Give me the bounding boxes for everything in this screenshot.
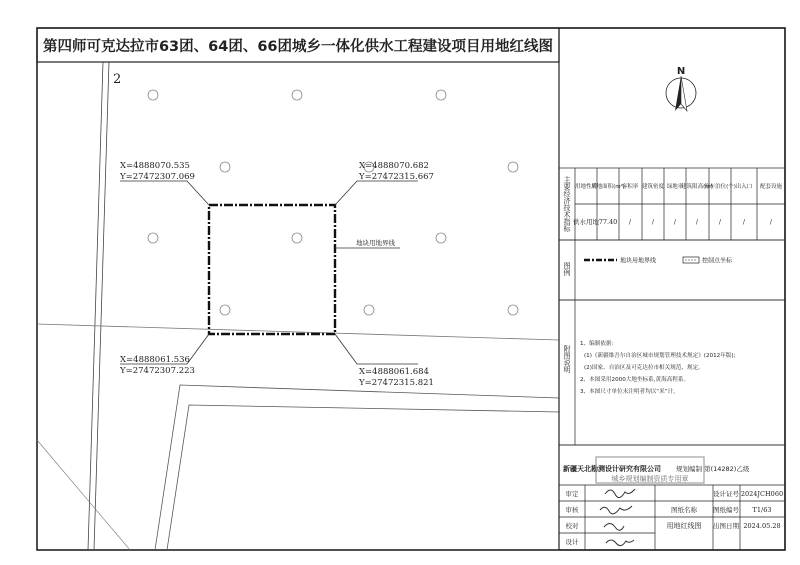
- coord-top-left-x: X=4888070.535: [120, 161, 190, 171]
- cell-entrance: /: [742, 218, 746, 226]
- label-drawing-no: 图纸编号: [713, 506, 739, 514]
- indicators-row: [573, 217, 773, 226]
- coord-bottom-right-x: X=4888061.684: [359, 367, 429, 377]
- coord-bottom-left-x: X=4888061.536: [120, 355, 190, 365]
- indicators-section-label: 主要经济技术指标: [563, 176, 571, 232]
- company-name: 新疆天北勘测设计研究有限公司: [563, 465, 661, 473]
- role-check: 校对: [565, 522, 579, 530]
- label-issue-date: 出图日期: [713, 522, 739, 530]
- cell-parking: /: [718, 218, 722, 226]
- role-review: 审核: [565, 506, 579, 514]
- legend-boundary-label: 地块用地界线: [620, 257, 657, 265]
- coord-top-left-y: Y=27472307.069: [120, 172, 195, 182]
- outer-frame: [37, 28, 785, 550]
- note-line: (1)《新疆维吾尔自治区城市规划管理技术规定》(2012年版);: [584, 353, 736, 359]
- stamp-text: 城乡规划编制资质专用章: [611, 475, 689, 483]
- notes-section-label: 附图说明: [563, 345, 571, 373]
- header-density: 建筑密度: [641, 184, 665, 190]
- cell-area: 77.40: [598, 218, 618, 226]
- header-far: 容积率: [621, 184, 639, 190]
- north-label: N: [676, 66, 686, 77]
- legend-section-label: 图例: [563, 262, 571, 276]
- label-design-cert: 设计证号: [713, 490, 739, 498]
- label-drawing-name: 图纸名称: [671, 506, 697, 514]
- drawing-title: 第四师可克达拉市63团、64团、66团城乡一体化供水工程建设项目用地红线图: [42, 39, 554, 55]
- header-parking: 停车泊位(个): [704, 184, 736, 190]
- qualification: 规划编制 第(14282)乙级: [676, 465, 750, 473]
- cell-facility: /: [769, 218, 773, 226]
- drawing-name: 用地红线图: [666, 522, 702, 530]
- corner-mark: 2: [113, 72, 122, 87]
- header-facility: 配套设施: [759, 184, 783, 190]
- note-line: (2)国家、自治区及可克达拉市相关规范、规定。: [584, 365, 704, 371]
- indicators-headers: [575, 182, 783, 190]
- header-entrance: 出入口: [735, 184, 753, 190]
- cell-green: /: [673, 218, 677, 226]
- coord-bottom-right-y: Y=27472315.821: [359, 378, 434, 388]
- cell-far: /: [628, 218, 632, 226]
- cell-density: /: [651, 218, 655, 226]
- coord-top-right-y: Y=27472315.667: [359, 172, 434, 182]
- header-area: 用地面积(m²): [591, 184, 625, 190]
- boundary-label: 地块用地界线: [356, 239, 395, 247]
- legend-control-point-label: 控制点坐标: [702, 257, 733, 265]
- header-height: 建筑限高(m): [681, 184, 713, 190]
- note-line: 3、本图尺寸单位未注明者均以“米”计。: [580, 389, 679, 395]
- value-drawing-no: T1/63: [752, 506, 772, 514]
- cell-height: /: [695, 218, 699, 226]
- coord-top-right-x: X=4888070.682: [359, 161, 429, 171]
- header-green: 绿地率: [666, 184, 684, 190]
- role-approve: 审定: [565, 490, 579, 498]
- note-line: 1、编制依据:: [580, 341, 614, 347]
- header-use: 用地性质: [574, 184, 598, 190]
- note-line: 2、本图采用2000大地坐标系,黄海高程系。: [580, 377, 690, 383]
- role-design: 设计: [565, 538, 579, 546]
- value-issue-date: 2024.05.28: [743, 522, 781, 530]
- coord-bottom-left-y: Y=27472307.223: [120, 366, 195, 376]
- value-design-cert: 2024JCH060: [740, 490, 784, 498]
- cell-use: 供水用地: [573, 218, 599, 226]
